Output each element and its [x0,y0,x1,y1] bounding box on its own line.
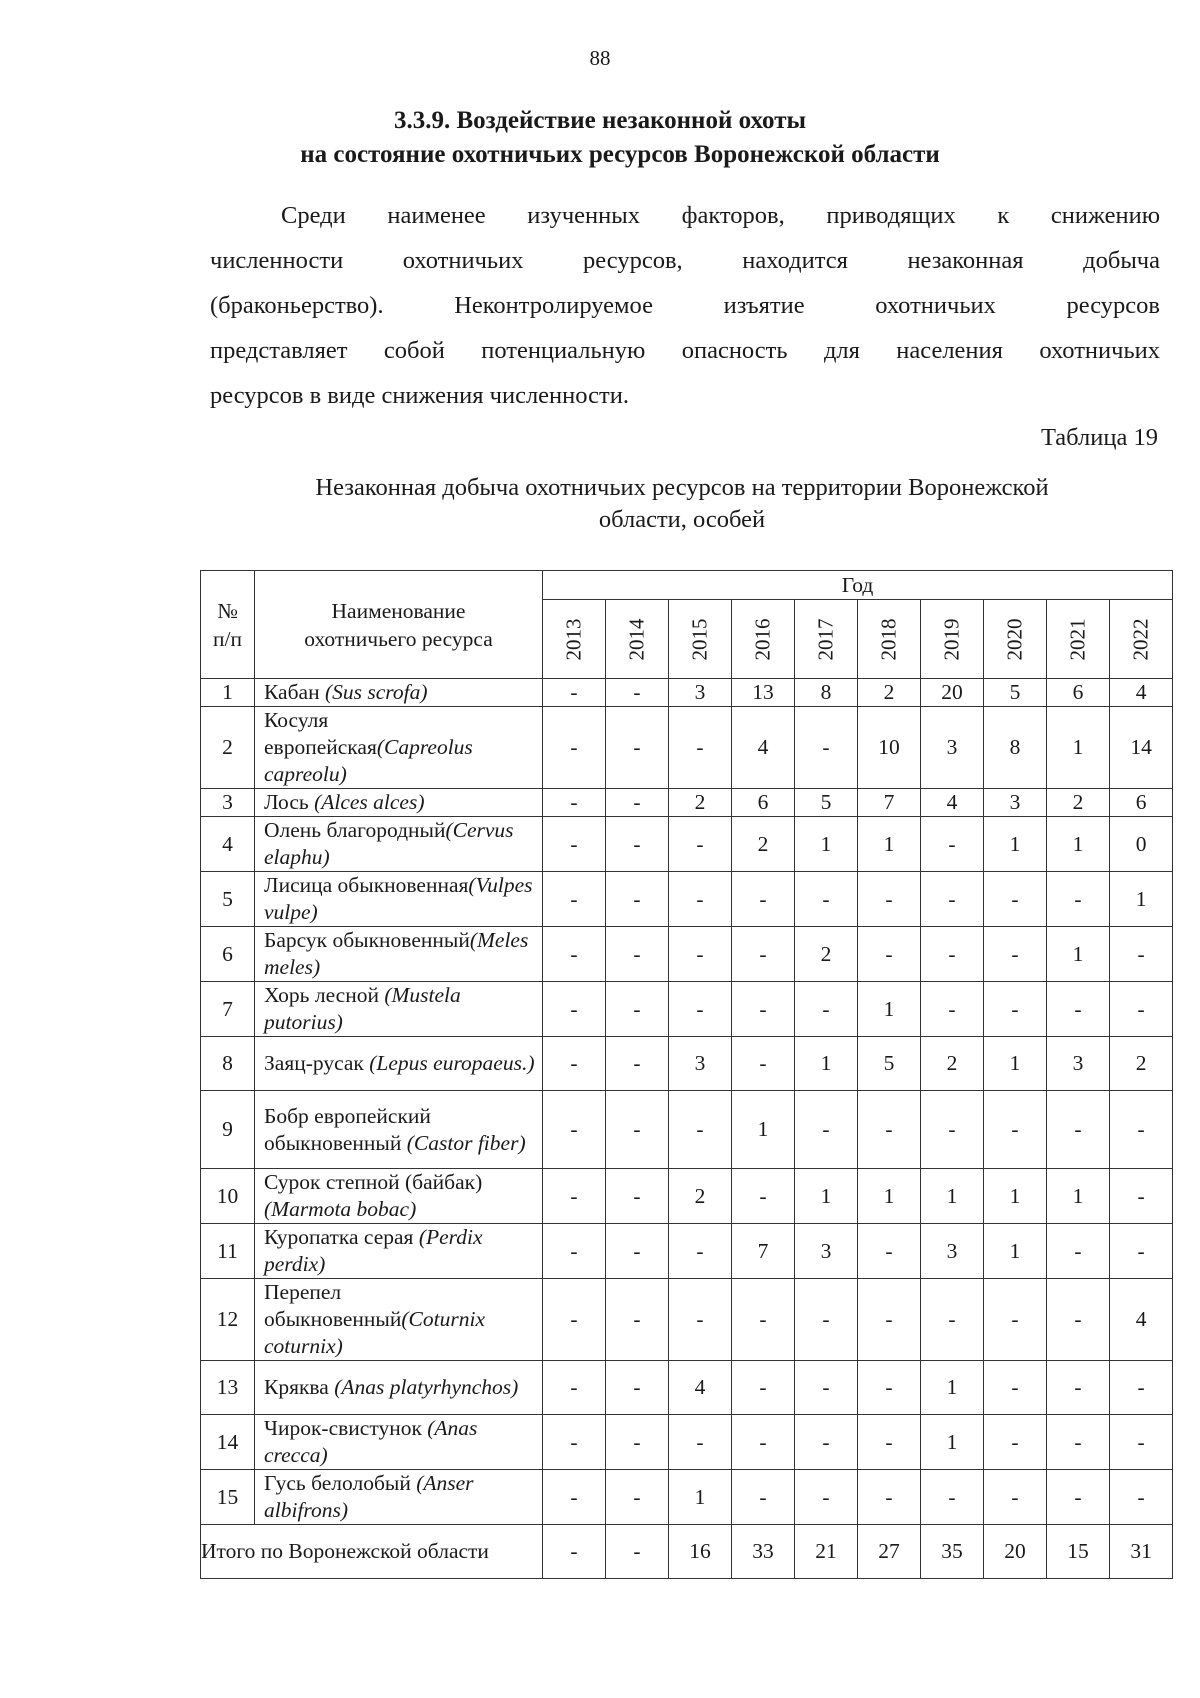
cell-value: - [1047,1470,1110,1525]
cell-value: - [606,1361,669,1415]
cell-value: 1 [1047,707,1110,789]
total-value: 16 [669,1525,732,1579]
resource-name [255,1224,543,1279]
paragraph-line: представляет собой потенциальную опасность для населения охотничьих [210,337,1160,364]
cell-value: 20 [921,679,984,707]
cell-value: - [795,1415,858,1470]
resource-common-name: Сурок степной (байбак) [264,1170,483,1194]
cell-value: - [732,872,795,927]
cell-value: 3 [669,1037,732,1091]
cell-value: 3 [984,789,1047,817]
resource-common-name: Чирок-свистунок [264,1416,428,1440]
page-number: 88 [589,46,611,70]
resource-latin-name: (Perdix perdix) [264,1225,483,1276]
resource-common-name: Косуля европейская [264,708,377,759]
cell-value: - [1110,1169,1173,1224]
cell-value: - [606,1279,669,1361]
header-name-line1: Наименование [331,598,466,623]
table-label: Таблица 19 [1040,424,1158,451]
table-row [201,707,1173,789]
cell-value: - [732,982,795,1037]
cell-value: - [1047,1415,1110,1470]
cell-value: 1 [669,1470,732,1525]
cell-value: - [858,1361,921,1415]
cell-value: 3 [921,1224,984,1279]
resource-common-name: Лисица обыкновенная [264,873,469,897]
cell-value: 5 [984,679,1047,707]
cell-value: - [669,1415,732,1470]
row-number: 14 [201,1415,255,1470]
total-value: 27 [858,1525,921,1579]
cell-value: - [1047,1091,1110,1169]
cell-value: 6 [732,789,795,817]
resource-name [255,1470,543,1525]
cell-value: 2 [1110,1037,1173,1091]
cell-value: 1 [984,817,1047,872]
paragraph-line: ресурсов в виде снижения численности. [210,382,629,409]
header-year-label: 2020 [1002,618,1027,660]
section-heading-line2: на состояние охотничьих ресурсов Воронежской области [300,141,940,168]
resource-name [255,707,543,789]
cell-value: - [732,1169,795,1224]
cell-value: 4 [732,707,795,789]
cell-value: 2 [921,1037,984,1091]
cell-value: 6 [1110,789,1173,817]
resource-name [255,679,543,707]
cell-value: - [669,1091,732,1169]
cell-value: - [543,982,606,1037]
resource-latin-name: (Vulpes vulpe) [264,873,533,924]
cell-value: - [669,982,732,1037]
poaching-table [200,570,1173,1579]
cell-value: 1 [795,1037,858,1091]
header-name-line2: охотничьего ресурса [304,626,493,651]
cell-value: - [795,1470,858,1525]
total-value: 15 [1047,1525,1110,1579]
cell-value: - [1110,1091,1173,1169]
header-name [255,571,543,679]
cell-value: 10 [858,707,921,789]
resource-common-name: Кряква [264,1375,335,1399]
cell-value: - [543,789,606,817]
table-row [201,679,1173,707]
cell-value: 7 [858,789,921,817]
header-year [858,600,921,679]
header-year-label: 2016 [750,618,775,660]
row-number: 4 [201,817,255,872]
table-row [201,1169,1173,1224]
table-caption-line1: Незаконная добыча охотничьих ресурсов на территории Воронежской [315,474,1049,501]
header-year-label: 2018 [876,618,901,660]
cell-value: - [1110,982,1173,1037]
cell-value: - [732,1470,795,1525]
table-caption-line2: области, особей [598,506,766,533]
cell-value: 14 [1110,707,1173,789]
cell-value: - [984,872,1047,927]
total-value: 33 [732,1525,795,1579]
total-value: 21 [795,1525,858,1579]
cell-value: 3 [1047,1037,1110,1091]
cell-value: 1 [1110,872,1173,927]
cell-value: - [858,1415,921,1470]
header-year-label: 2013 [561,618,586,660]
cell-value: 13 [732,679,795,707]
cell-value: - [858,927,921,982]
cell-value: - [984,1091,1047,1169]
cell-value: 1 [984,1037,1047,1091]
cell-value: - [543,1470,606,1525]
cell-value: 2 [669,789,732,817]
table-row [201,927,1173,982]
resource-latin-name: (Lepus europaeus.) [369,1051,535,1075]
cell-value: 3 [921,707,984,789]
cell-value: - [606,1224,669,1279]
cell-value: - [606,789,669,817]
cell-value: - [858,872,921,927]
cell-value: 8 [984,707,1047,789]
cell-value: - [669,927,732,982]
cell-value: - [1110,1361,1173,1415]
cell-value: - [543,1415,606,1470]
table-row [201,1279,1173,1361]
cell-value: - [606,1169,669,1224]
cell-value: - [921,927,984,982]
cell-value: - [543,679,606,707]
cell-value: 1 [921,1415,984,1470]
cell-value: - [984,1361,1047,1415]
cell-value: 1 [1047,927,1110,982]
resource-common-name: Барсук обыкновенный [264,928,470,952]
cell-value: - [543,872,606,927]
cell-value: - [921,982,984,1037]
cell-value: - [1110,927,1173,982]
total-value: 20 [984,1525,1047,1579]
row-number: 13 [201,1361,255,1415]
cell-value: - [795,982,858,1037]
cell-value: - [543,1224,606,1279]
cell-value: - [606,872,669,927]
cell-value: - [669,1224,732,1279]
cell-value: - [795,872,858,927]
cell-value: 2 [1047,789,1110,817]
header-year-label: 2019 [939,618,964,660]
table-row [201,1361,1173,1415]
row-number: 12 [201,1279,255,1361]
cell-value: - [1047,1361,1110,1415]
cell-value: - [543,1279,606,1361]
resource-name [255,1279,543,1361]
cell-value: - [984,1470,1047,1525]
cell-value: 4 [1110,1279,1173,1361]
cell-value: 2 [795,927,858,982]
cell-value: 7 [732,1224,795,1279]
cell-value: 1 [858,982,921,1037]
row-number: 1 [201,679,255,707]
header-year-group: Год [543,571,1173,600]
cell-value: 4 [669,1361,732,1415]
cell-value: - [606,1470,669,1525]
cell-value: 5 [795,789,858,817]
resource-latin-name: (Anas platyrhynchos) [334,1375,519,1399]
cell-value: - [606,1415,669,1470]
resource-name [255,982,543,1037]
row-number: 5 [201,872,255,927]
cell-value: 2 [732,817,795,872]
table-row [201,817,1173,872]
cell-value: 1 [1047,1169,1110,1224]
row-number: 2 [201,707,255,789]
cell-value: 1 [858,1169,921,1224]
cell-value: 1 [1047,817,1110,872]
table-row [201,1470,1173,1525]
cell-value: 3 [669,679,732,707]
cell-value: - [732,1361,795,1415]
cell-value: - [858,1091,921,1169]
row-number: 8 [201,1037,255,1091]
cell-value: - [669,817,732,872]
table-row [201,982,1173,1037]
cell-value: - [795,1279,858,1361]
cell-value: - [732,1037,795,1091]
resource-latin-name: (Anser albifrons) [264,1471,474,1522]
resource-name [255,1361,543,1415]
row-number: 11 [201,1224,255,1279]
cell-value: - [1047,872,1110,927]
cell-value: - [732,927,795,982]
cell-value: - [543,1361,606,1415]
header-num-line2: п/п [213,626,242,651]
resource-latin-name: (Alces alces) [314,790,425,814]
resource-name [255,1037,543,1091]
total-row [201,1525,1173,1579]
cell-value: - [858,1470,921,1525]
resource-latin-name: (Castor fiber) [406,1130,526,1155]
cell-value: - [732,1415,795,1470]
resource-common-name: Заяц-русак [264,1051,370,1075]
table-row [201,789,1173,817]
cell-value: - [921,1470,984,1525]
cell-value: - [1110,1470,1173,1525]
cell-value: 1 [795,1169,858,1224]
cell-value: 5 [858,1037,921,1091]
table-row [201,1224,1173,1279]
resource-common-name: Лось [264,790,315,814]
total-label: Итого по Воронежской области [201,1525,543,1579]
header-year-label: 2014 [624,618,649,660]
resource-common-name: Куропатка серая [264,1225,419,1249]
cell-value: 4 [921,789,984,817]
header-year-label: 2022 [1128,618,1153,660]
cell-value: - [669,872,732,927]
cell-value: - [606,679,669,707]
row-number: 15 [201,1470,255,1525]
cell-value: - [543,927,606,982]
cell-value: 3 [795,1224,858,1279]
cell-value: - [858,1279,921,1361]
resource-latin-name: (Mustela putorius) [264,983,461,1034]
cell-value: - [732,1279,795,1361]
header-year-label: 2021 [1065,618,1090,660]
table-row [201,1091,1173,1169]
cell-value: - [921,872,984,927]
total-value: 35 [921,1525,984,1579]
cell-value: - [921,1279,984,1361]
cell-value: - [984,982,1047,1037]
header-year-label: 2015 [687,618,712,660]
header-num [201,571,255,679]
resource-latin-name: (Cervus elaphu) [264,818,514,869]
cell-value: - [795,707,858,789]
cell-value: - [606,1037,669,1091]
paragraph-line: (браконьерство). Неконтролируемое изъятие охотничьих ресурсов [210,292,1160,319]
cell-value: - [984,1279,1047,1361]
header-year [606,600,669,679]
resource-name [255,1415,543,1470]
resource-common-name: Олень благородный [264,818,446,842]
cell-value: 8 [795,679,858,707]
cell-value: - [543,1169,606,1224]
resource-latin-name: (Anas crecca) [264,1416,478,1467]
resource-common-name: Перепел обыкновенный [264,1280,402,1331]
resource-name [255,927,543,982]
cell-value: 4 [1110,679,1173,707]
cell-value: - [1110,1415,1173,1470]
section-heading-line1: 3.3.9. Воздействие незаконной охоты [393,107,807,134]
header-num-line1: № [217,598,238,623]
cell-value: - [921,817,984,872]
header-year [669,600,732,679]
table-row [201,1415,1173,1470]
cell-value: - [606,817,669,872]
cell-value: - [606,927,669,982]
cell-value: - [606,982,669,1037]
table-row [201,872,1173,927]
cell-value: - [984,927,1047,982]
resource-name [255,1091,543,1169]
cell-value: 1 [921,1361,984,1415]
cell-value: - [984,1415,1047,1470]
cell-value: 0 [1110,817,1173,872]
cell-value: 2 [858,679,921,707]
cell-value: - [669,1279,732,1361]
paragraph-line: численности охотничьих ресурсов, находится незаконная добыча [210,247,1160,274]
cell-value: - [543,1091,606,1169]
row-number: 7 [201,982,255,1037]
total-value: 31 [1110,1525,1173,1579]
cell-value: - [795,1361,858,1415]
resource-latin-name: (Meles meles) [264,928,529,979]
cell-value: 1 [984,1224,1047,1279]
cell-value: 1 [858,817,921,872]
cell-value: 1 [921,1169,984,1224]
total-value: - [543,1525,606,1579]
cell-value: - [543,707,606,789]
resource-latin-name: (Marmota bobac) [264,1197,417,1221]
cell-value: - [1110,1224,1173,1279]
resource-latin-name: (Capreolus capreolu) [264,735,473,786]
resource-name [255,1169,543,1224]
table-row [201,1037,1173,1091]
row-number: 3 [201,789,255,817]
cell-value: - [606,707,669,789]
cell-value: 1 [795,817,858,872]
cell-value: - [795,1091,858,1169]
cell-value: - [921,1091,984,1169]
paragraph-line: Среди наименее изученных факторов, приводящих к снижению [281,202,1160,229]
cell-value: 1 [984,1169,1047,1224]
total-value: - [606,1525,669,1579]
resource-latin-name: (Coturnix coturnix) [264,1307,485,1358]
cell-value: - [543,1037,606,1091]
header-year [1047,600,1110,679]
cell-value: - [606,1091,669,1169]
row-number: 10 [201,1169,255,1224]
resource-common-name: Кабан [264,680,325,704]
resource-name [255,872,543,927]
resource-common-name: Бобр европейский обыкновенный [264,1103,431,1155]
table-caption [232,472,1132,536]
cell-value: - [669,707,732,789]
header-year [984,600,1047,679]
header-year [1110,600,1173,679]
cell-value: - [858,1224,921,1279]
intro-paragraph [210,193,1160,418]
header-year [732,600,795,679]
cell-value: 6 [1047,679,1110,707]
cell-value: 1 [732,1091,795,1169]
resource-common-name: Хорь лесной [264,983,385,1007]
cell-value: 2 [669,1169,732,1224]
cell-value: - [543,817,606,872]
resource-name [255,789,543,817]
header-year [795,600,858,679]
header-year [543,600,606,679]
header-year [921,600,984,679]
section-heading [0,104,1200,172]
row-number: 6 [201,927,255,982]
resource-latin-name: (Sus scrofa) [324,680,428,704]
resource-common-name: Гусь белолобый [264,1471,417,1495]
cell-value: - [1047,1279,1110,1361]
row-number: 9 [201,1091,255,1169]
cell-value: - [1047,982,1110,1037]
cell-value: - [1047,1224,1110,1279]
table-body [201,679,1173,1579]
header-year-label: 2017 [813,618,838,660]
resource-name [255,817,543,872]
